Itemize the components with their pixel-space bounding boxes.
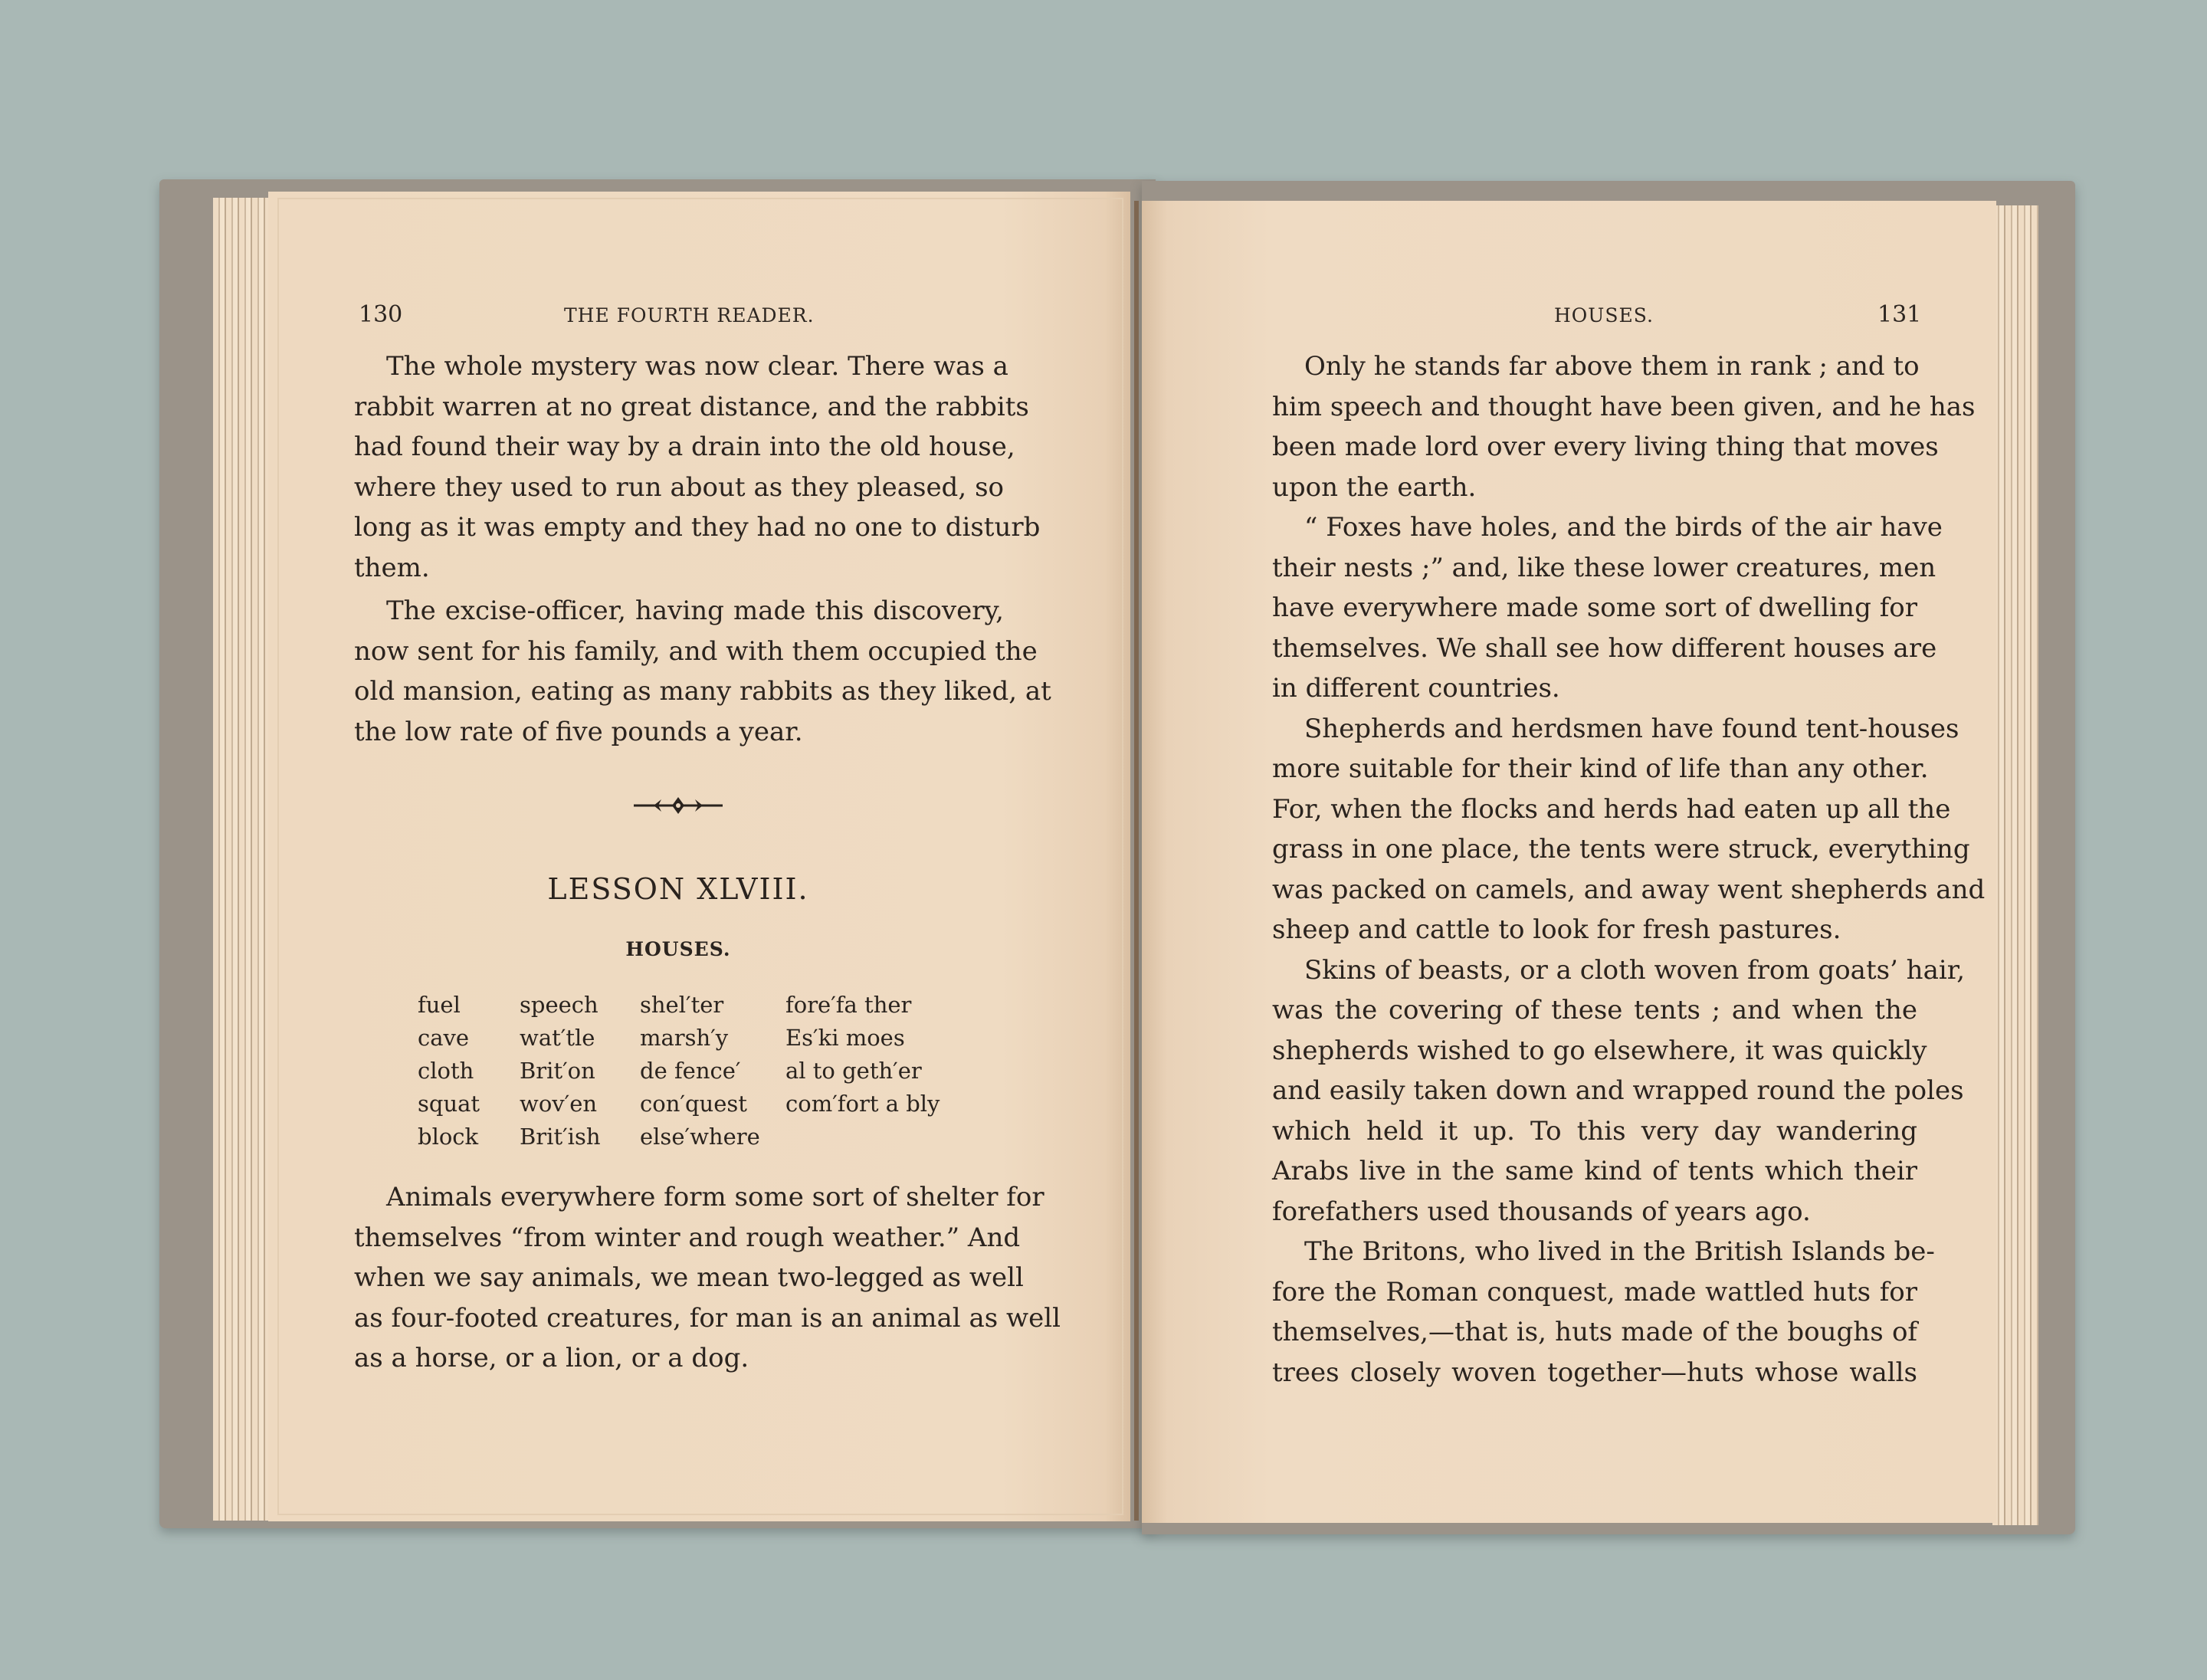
paragraph: [1272, 1232, 1935, 1393]
text-line: For, when the flocks and herds had eaten up all the: [1272, 793, 1951, 825]
text-line: themselves,—that is, huts made of the boughs of: [1272, 1317, 1917, 1347]
text-line: him speech and thought have been given, and he has: [1272, 391, 1976, 422]
text-line: grass in one place, the tents were struck, everything: [1272, 834, 1970, 865]
vocab-word: fore′fa ther: [785, 992, 912, 1018]
vocab-word: speech: [520, 992, 598, 1018]
vocab-word: com′fort a bly: [785, 1091, 940, 1117]
text-line: been made lord over every living thing that moves: [1272, 431, 1939, 462]
paragraph: [354, 591, 1051, 752]
text-line: had found their way by a drain into the old house,: [354, 431, 1015, 462]
text-line: sheep and cattle to look for fresh pastures.: [1272, 914, 1841, 945]
text-line: upon the earth.: [1272, 471, 1477, 503]
text-line: which held it up. To this very day wandering: [1272, 1115, 1917, 1147]
word-column: [785, 989, 940, 1121]
paragraph: [1272, 346, 1976, 507]
text-line: more suitable for their kind of life than any other.: [1272, 753, 1929, 784]
text-line: have everywhere made some sort of dwelling for: [1272, 592, 1917, 623]
paragraph: [354, 1177, 1061, 1379]
text-line: The whole mystery was now clear. There was a: [386, 351, 1008, 382]
lesson-subtitle: HOUSES.: [625, 938, 731, 960]
page-number-left: 130: [359, 301, 403, 328]
word-column: [640, 989, 760, 1153]
ornament-divider-icon: [632, 794, 724, 817]
book-gutter: [1134, 201, 1139, 1521]
vocab-word: squat: [418, 1091, 480, 1117]
text-line: where they used to run about as they pleased, so: [354, 471, 1004, 503]
vocab-word: shel′ter: [640, 992, 724, 1018]
text-line: now sent for his family, and with them occupied the: [354, 635, 1038, 667]
text-line: them.: [354, 552, 430, 583]
word-column: [520, 989, 601, 1153]
vocab-word: Es′ki moes: [785, 1025, 905, 1051]
text-line: Skins of beasts, or a cloth woven from goats’ hair,: [1304, 954, 1966, 986]
text-line: fore the Roman conquest, made wattled huts for: [1272, 1276, 1917, 1308]
text-line: shepherds wished to go elsewhere, it was quickly: [1272, 1035, 1927, 1066]
vocab-word: con′quest: [640, 1091, 747, 1117]
text-line: themselves. We shall see how different houses are: [1272, 632, 1937, 664]
text-line: as a horse, or a lion, or a dog.: [354, 1343, 749, 1373]
text-line: themselves “from winter and rough weather.” And: [354, 1222, 1021, 1253]
lesson-title: LESSON XLVIII.: [547, 872, 809, 906]
vocab-word: wat′tle: [520, 1025, 595, 1051]
text-line: Only he stands far above them in rank ; and to: [1304, 351, 1920, 382]
text-line: old mansion, eating as many rabbits as they liked, at: [354, 676, 1051, 707]
text-line: as four-footed creatures, for man is an animal as well: [354, 1302, 1061, 1334]
running-head-left: THE FOURTH READER.: [564, 304, 815, 326]
text-line: was packed on camels, and away went shepherds and: [1272, 874, 1986, 905]
vocab-word: Brit′on: [520, 1058, 595, 1084]
text-line: The Britons, who lived in the British Islands be-: [1304, 1236, 1935, 1267]
text-line: long as it was empty and they had no one to disturb: [354, 512, 1041, 543]
text-line: and easily taken down and wrapped round the poles: [1272, 1075, 1964, 1106]
running-head-right: HOUSES.: [1554, 304, 1654, 326]
vocab-word: cloth: [418, 1058, 474, 1084]
page-edges-left: [213, 198, 274, 1521]
text-line: in different countries.: [1272, 673, 1560, 704]
text-line: when we say animals, we mean two-legged as well: [354, 1262, 1024, 1293]
text-line: rabbit warren at no great distance, and the rabbits: [354, 391, 1029, 422]
vocab-word: al to geth′er: [785, 1058, 922, 1084]
page-number-right: 131: [1877, 301, 1922, 328]
word-column: [418, 989, 480, 1153]
text-line: the low rate of five pounds a year.: [354, 716, 803, 747]
vocab-word: else′where: [640, 1124, 760, 1150]
left-page-body: [354, 346, 1051, 752]
text-line: was the covering of these tents ; and when the: [1272, 995, 1917, 1025]
text-line: trees closely woven together—huts whose walls: [1272, 1357, 1917, 1388]
vocab-word: fuel: [418, 992, 461, 1018]
text-line: forefathers used thousands of years ago.: [1272, 1196, 1811, 1227]
vocab-word: wov′en: [520, 1091, 598, 1117]
text-line: The excise-officer, having made this discovery,: [386, 596, 1004, 626]
text-line: Arabs live in the same kind of tents which their: [1272, 1156, 1917, 1186]
paragraph: [1272, 507, 1943, 709]
text-line: Shepherds and herdsmen have found tent-houses: [1304, 713, 1959, 744]
vocab-word: de fence′: [640, 1058, 741, 1084]
right-page-body: [1272, 346, 1986, 1393]
vocab-word: cave: [418, 1025, 470, 1051]
text-line: Animals everywhere form some sort of shelter for: [386, 1182, 1044, 1212]
vocab-word: marsh′y: [640, 1025, 729, 1051]
vocab-word: block: [418, 1124, 479, 1150]
paragraph: [1272, 950, 1966, 1232]
text-line: their nests ;” and, like these lower creatures, men: [1272, 552, 1936, 583]
text-line: “ Foxes have holes, and the birds of the air have: [1304, 512, 1943, 543]
paragraph: [354, 346, 1041, 588]
page-edges-right: [1992, 205, 2038, 1525]
vocab-word: Brit′ish: [520, 1124, 601, 1150]
paragraph: [1272, 709, 1986, 950]
lesson-body: [354, 1177, 1061, 1379]
